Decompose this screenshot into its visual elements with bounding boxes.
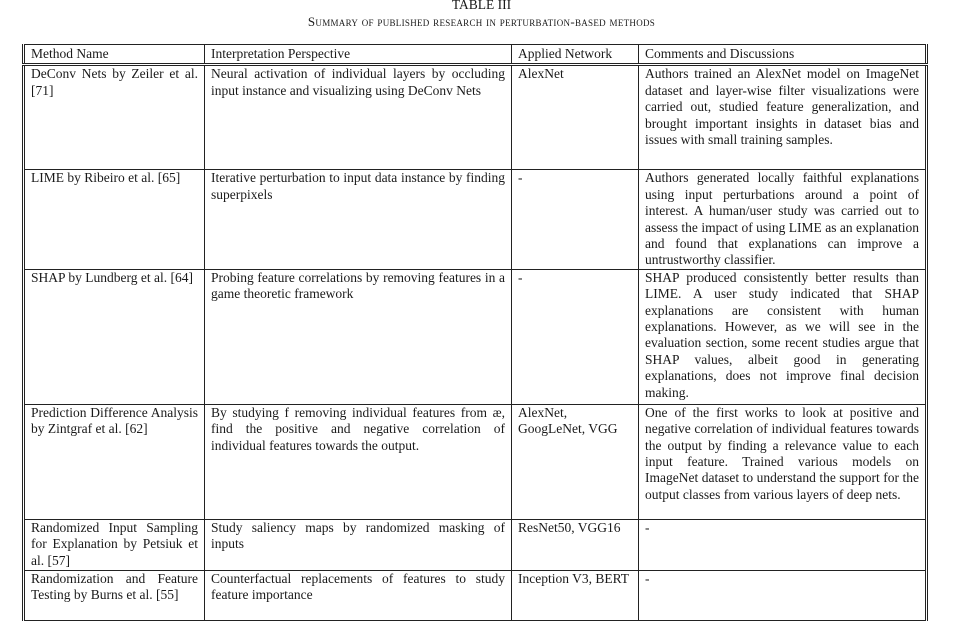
table-row [24,269,927,404]
cell-method: SHAP by Lundberg et al. [64] [24,269,205,404]
cell-comments: SHAP produced consistently better results than LIME. A user study indicated that SHAP explanations are consistent with human explanations. However, as we will see in the evaluation section, some recent studies argue that SHAP values, albeit good in generating explanations, does not improve final decision making. [639,269,927,404]
cell-method: DeConv Nets by Zeiler et al. [71] [24,65,205,170]
cell-perspective: Iterative perturbation to input data instance by finding superpixels [205,170,512,269]
cell-perspective: Counterfactual replacements of features to study feature importance [205,570,512,620]
cell-network: - [512,170,639,269]
cell-comments: Authors trained an AlexNet model on ImageNet dataset and layer-wise filter visualizations were carried out, studied feature generalization, and brought important insights in dataset bias and issues with small training samples. [639,65,927,170]
table-label: TABLE III [451,0,512,12]
table-row [24,570,927,620]
header-interpretation-perspective: Interpretation Perspective [205,45,512,65]
cell-perspective: Neural activation of individual layers by occluding input instance and visualizing using DeConv Nets [205,65,512,170]
cell-comments: Authors generated locally faithful explanations using input perturbations around a point of interest. A human/user study was carried out to assess the impact of using LIME as an explanation and found that explanations can improve a untrustworthy classifier. [639,170,927,269]
cell-perspective: By studying f removing individual features from æ, find the positive and negative correlation of individual features towards the output. [205,404,512,519]
cell-comments: - [639,519,927,570]
cell-network: AlexNet [512,65,639,170]
cell-perspective: Study saliency maps by randomized masking of inputs [205,519,512,570]
table-row [24,519,927,570]
cell-network: - [512,269,639,404]
header-applied-network: Applied Network [512,45,639,65]
perturbation-methods-table [22,44,928,621]
cell-comments: - [639,570,927,620]
cell-comments: One of the first works to look at positive and negative correlation of individual features towards the output by finding a relevance value to each input feature. Trained various models on ImageNet dataset to understand the support for the output classes from various layers of deep nets. [639,404,927,519]
header-comments-discussions: Comments and Discussions [639,45,927,65]
header-method-name: Method Name [24,45,205,65]
table-row [24,170,927,269]
table-row [24,404,927,519]
table-header-row [24,45,927,65]
cell-perspective: Probing feature correlations by removing features in a game theoretic framework [205,269,512,404]
table-row [24,65,927,170]
cell-method: LIME by Ribeiro et al. [65] [24,170,205,269]
cell-network: AlexNet, GoogLeNet, VGG [512,404,639,519]
table-title: Summary of published research in perturbation-based methods [307,14,656,29]
cell-method: Prediction Difference Analysis by Zintgraf et al. [62] [24,404,205,519]
cell-method: Randomized Input Sampling for Explanation by Petsiuk et al. [57] [24,519,205,570]
cell-network: Inception V3, BERT [512,570,639,620]
cell-network: ResNet50, VGG16 [512,519,639,570]
cell-method: Randomization and Feature Testing by Burns et al. [55] [24,570,205,620]
